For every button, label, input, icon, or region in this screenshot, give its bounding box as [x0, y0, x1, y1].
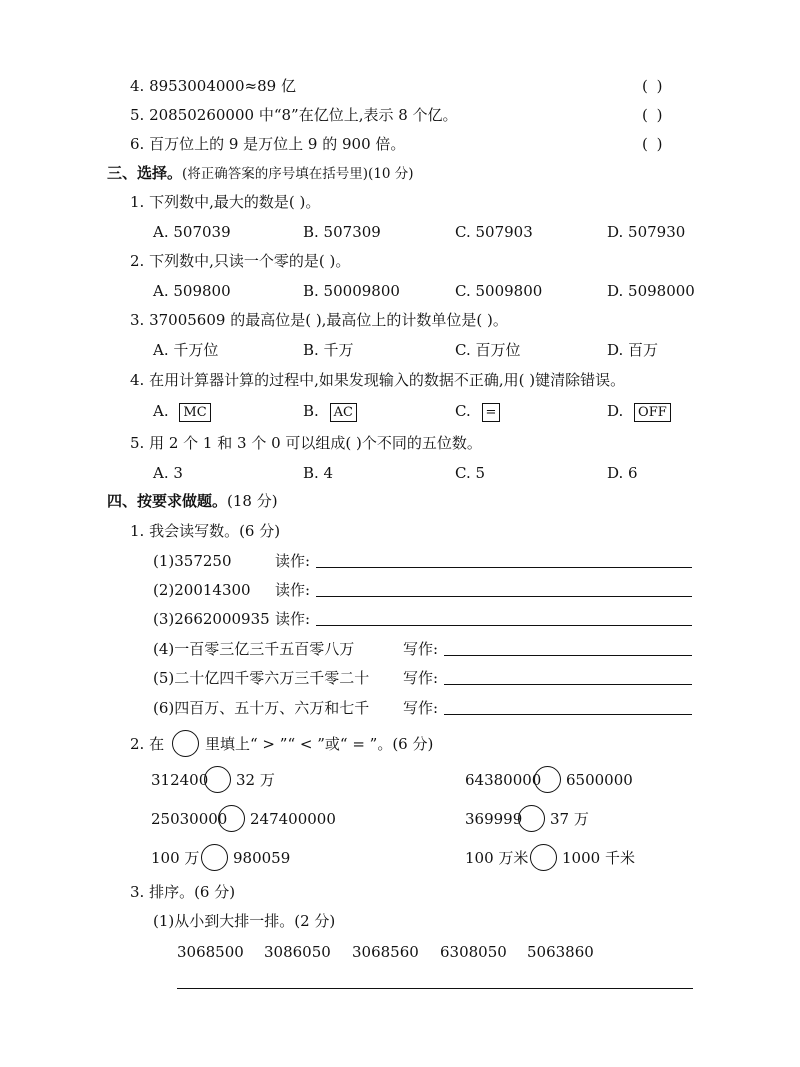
question-stem: 4. 在用计算器计算的过程中,如果发现输入的数据不正确,用( )键清除错误。: [130, 371, 626, 389]
section4-score: (18 分): [227, 492, 278, 510]
write-label: 写作:: [403, 640, 439, 658]
read-answer-line[interactable]: [316, 567, 692, 568]
sort-number: 3086050: [264, 943, 331, 961]
sort-number: 5063860: [527, 943, 594, 961]
option-letter: D.: [607, 402, 624, 420]
compare-right: 6500000: [566, 771, 633, 789]
compare-circle[interactable]: [534, 766, 561, 793]
ac-key-icon: AC: [330, 403, 357, 422]
compare-circle[interactable]: [530, 844, 557, 871]
question-stem: 1. 下列数中,最大的数是( )。: [130, 193, 321, 211]
section3-title: 三、选择。: [107, 164, 183, 182]
write-label: 写作:: [403, 699, 439, 717]
read-number: (2)20014300: [153, 581, 251, 599]
option-letter: A.: [153, 402, 169, 420]
option-b[interactable]: [303, 401, 357, 422]
write-item: (4)一百零三亿三千五百零八万: [153, 640, 355, 658]
option-b[interactable]: B. 4: [303, 464, 334, 482]
compare-left: 100 万: [151, 849, 200, 867]
question-stem: 3. 37005609 的最高位是( ),最高位上的计数单位是( )。: [130, 311, 508, 329]
compare-left: 25030000: [151, 810, 228, 828]
option-c[interactable]: C. 百万位: [455, 341, 521, 359]
option-a[interactable]: A. 千万位: [153, 341, 219, 359]
option-d[interactable]: D. 6: [607, 464, 638, 482]
option-d[interactable]: [607, 401, 671, 422]
read-label: 读作:: [275, 610, 311, 628]
compare-right: 1000 千米: [562, 849, 635, 867]
section4-heading: [107, 491, 278, 511]
option-b[interactable]: B. 507309: [303, 223, 381, 241]
q2-title-post: 里填上“ > ”“ < ”或“ = ”。(6 分): [205, 735, 434, 753]
read-answer-line[interactable]: [316, 596, 692, 597]
section3-note: (将正确答案的序号填在括号里)(10 分): [182, 166, 414, 182]
compare-right: 32 万: [236, 771, 275, 789]
q2-title-pre: 2. 在: [130, 735, 165, 753]
option-b[interactable]: B. 50009800: [303, 282, 400, 300]
question-stem: 5. 用 2 个 1 和 3 个 0 可以组成( )个不同的五位数。: [130, 434, 482, 452]
compare-left: 369999: [465, 810, 523, 828]
off-key-icon: OFF: [634, 403, 671, 422]
q3-subtitle: (1)从小到大排一排。(2 分): [153, 912, 336, 930]
option-letter: B.: [303, 402, 319, 420]
read-label: 读作:: [275, 581, 311, 599]
mc-key-icon: MC: [179, 403, 210, 422]
compare-circle[interactable]: [218, 805, 245, 832]
sort-number: 3068500: [177, 943, 244, 961]
section3-heading: [107, 163, 414, 184]
sort-number: 6308050: [440, 943, 507, 961]
judge-item-4: 4. 8953004000≈89 亿: [130, 77, 296, 95]
write-answer-line[interactable]: [444, 655, 692, 656]
q1-title: 1. 我会读写数。(6 分): [130, 522, 281, 540]
option-a[interactable]: A. 507039: [153, 223, 231, 241]
answer-paren-5[interactable]: ( ): [642, 106, 665, 124]
option-b[interactable]: B. 千万: [303, 341, 354, 359]
option-c[interactable]: C. 5009800: [455, 282, 543, 300]
option-a[interactable]: A. 3: [153, 464, 183, 482]
compare-left: 100 万米: [465, 849, 529, 867]
read-number: (1)357250: [153, 552, 232, 570]
option-a[interactable]: A. 509800: [153, 282, 231, 300]
read-label: 读作:: [275, 552, 311, 570]
equals-key-icon: =: [482, 403, 501, 422]
compare-right: 980059: [233, 849, 291, 867]
write-item: (5)二十亿四千零六万三千零二十: [153, 669, 370, 687]
option-c[interactable]: C. 507903: [455, 223, 533, 241]
compare-circle[interactable]: [201, 844, 228, 871]
judge-item-6: 6. 百万位上的 9 是万位上 9 的 900 倍。: [130, 135, 406, 153]
compare-circle[interactable]: [204, 766, 231, 793]
option-d[interactable]: D. 5098000: [607, 282, 695, 300]
q3-title: 3. 排序。(6 分): [130, 883, 236, 901]
answer-paren-6[interactable]: ( ): [642, 135, 665, 153]
write-item: (6)四百万、五十万、六万和七千: [153, 699, 370, 717]
option-d[interactable]: D. 百万: [607, 341, 659, 359]
option-a[interactable]: [153, 401, 211, 422]
compare-left: 64380000: [465, 771, 542, 789]
option-c[interactable]: [455, 401, 500, 422]
section4-title: 四、按要求做题。: [107, 492, 228, 510]
compare-circle-icon: [172, 730, 199, 757]
option-letter: C.: [455, 402, 471, 420]
write-answer-line[interactable]: [444, 684, 692, 685]
judge-item-5: 5. 20850260000 中“8”在亿位上,表示 8 个亿。: [130, 106, 458, 124]
compare-right: 37 万: [550, 810, 589, 828]
write-label: 写作:: [403, 669, 439, 687]
sort-answer-line[interactable]: [177, 988, 693, 989]
compare-left: 312400: [151, 771, 209, 789]
read-answer-line[interactable]: [316, 625, 692, 626]
compare-circle[interactable]: [518, 805, 545, 832]
sort-number: 3068560: [352, 943, 419, 961]
read-number: (3)2662000935: [153, 610, 270, 628]
write-answer-line[interactable]: [444, 714, 692, 715]
answer-paren-4[interactable]: ( ): [642, 77, 665, 95]
option-c[interactable]: C. 5: [455, 464, 486, 482]
compare-right: 247400000: [250, 810, 336, 828]
question-stem: 2. 下列数中,只读一个零的是( )。: [130, 252, 351, 270]
option-d[interactable]: D. 507930: [607, 223, 686, 241]
